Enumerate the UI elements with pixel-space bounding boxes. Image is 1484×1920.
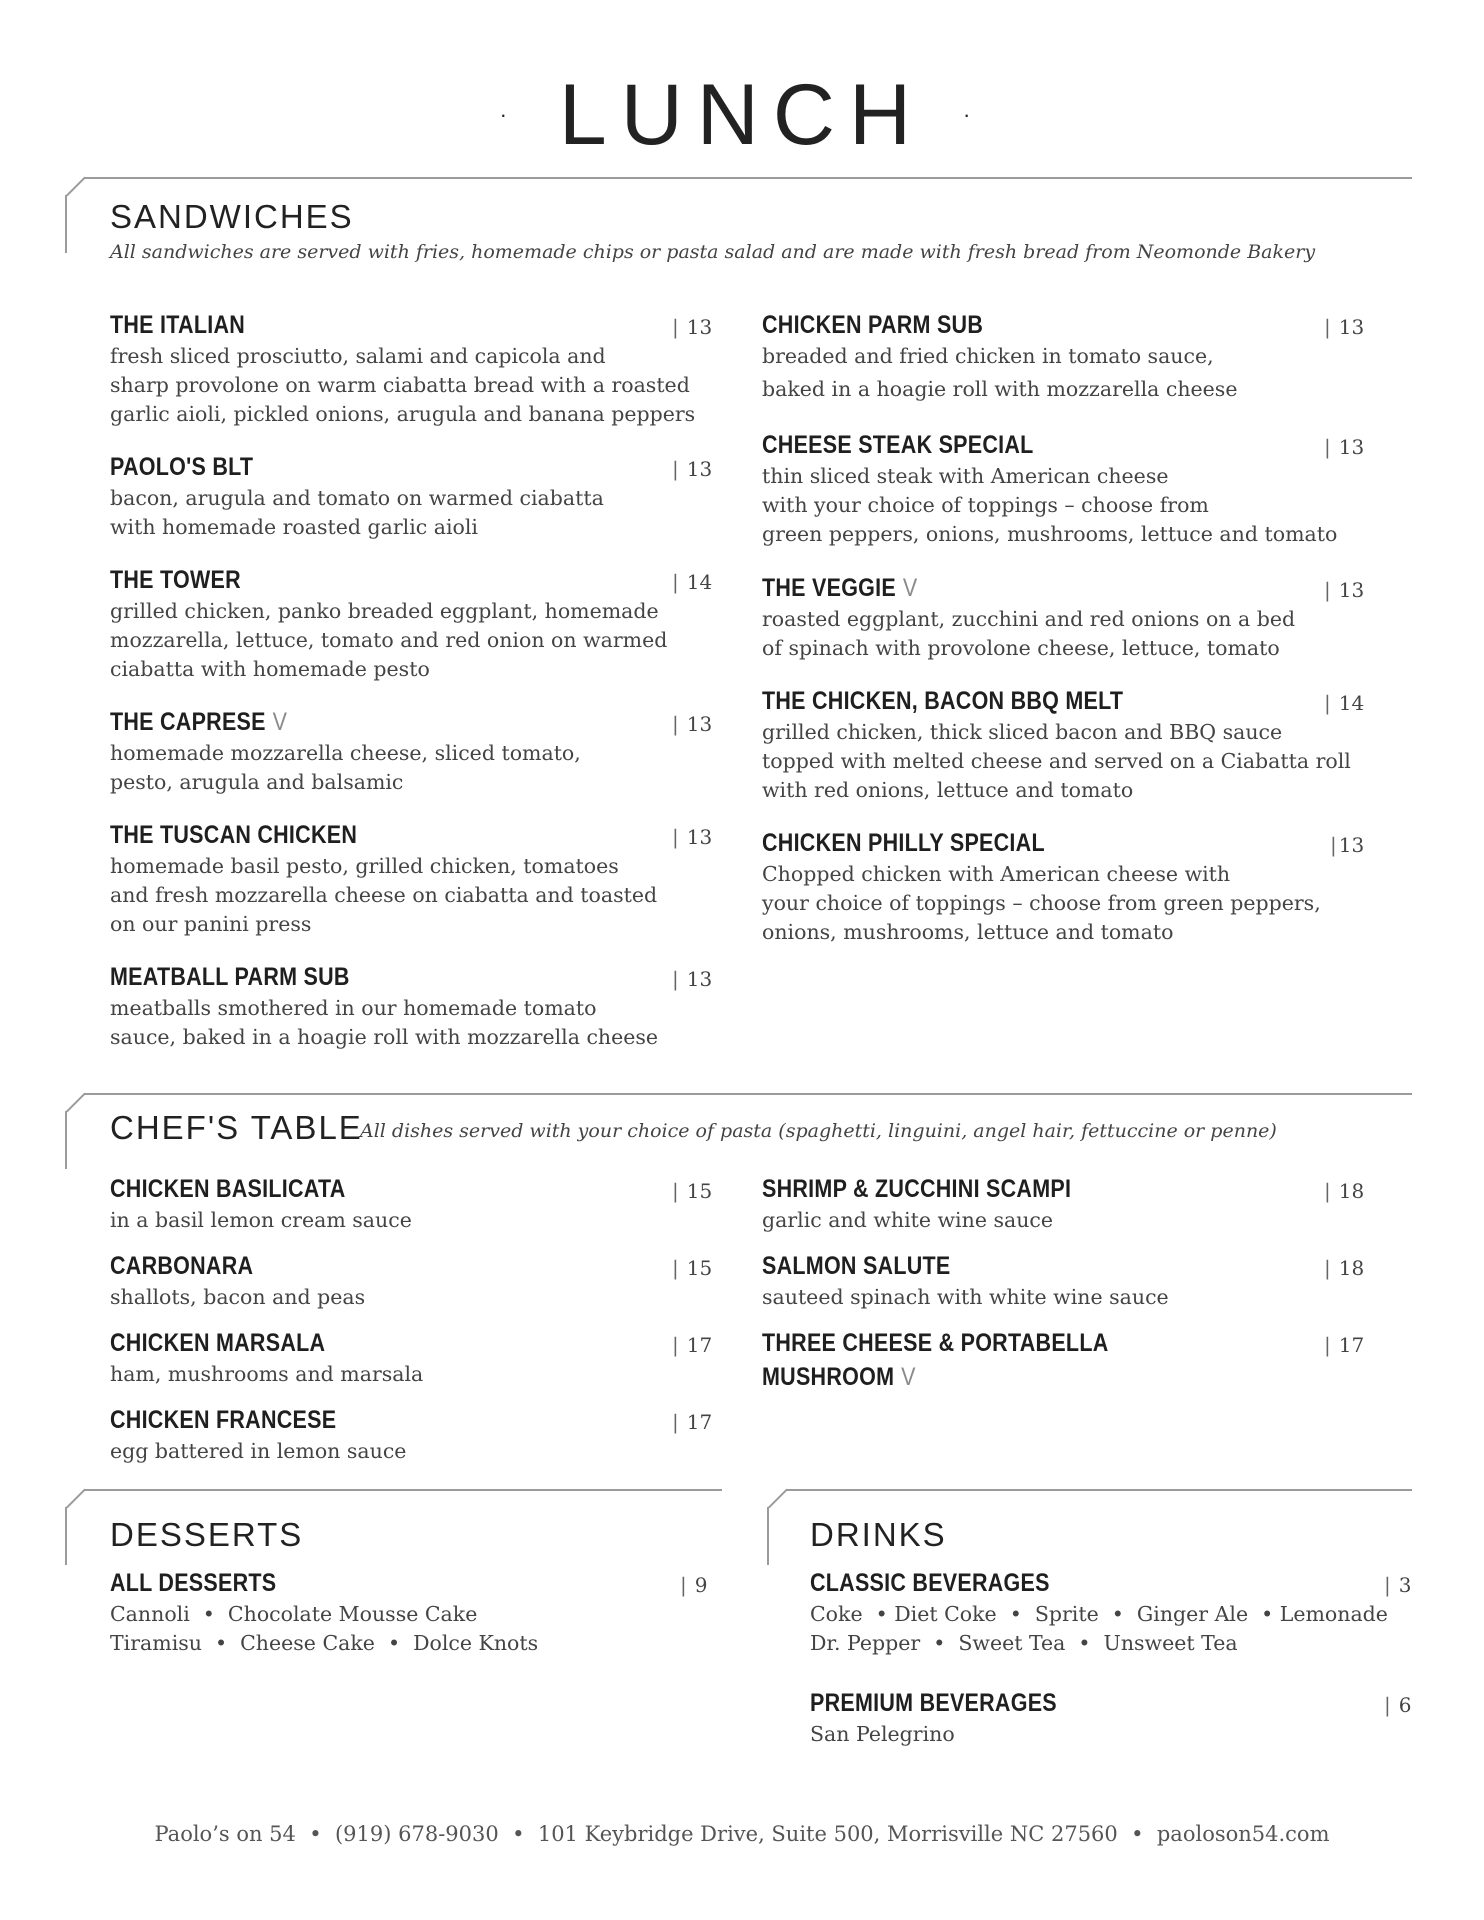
item-name: CARBONARA [110,1252,254,1280]
item-name: THE ITALIAN [110,311,246,339]
drinks-rule [786,1489,1412,1491]
item-name: MEATBALL PARM SUB [110,963,350,991]
item-description: grilled chicken, thick sliced bacon and BBQ sauce topped with melted cheese and served on a Ciabatta roll with red onions, lettuce and tomato [762,720,1351,802]
drinks-heading: DRINKS [810,1516,947,1553]
menu-item-chicken-philly-special [762,828,1372,947]
chefs-table-side [65,1111,67,1169]
title-dot-right: · [963,102,985,128]
item-name: CLASSIC BEVERAGES [810,1569,1050,1597]
item-description: ham, mushrooms and marsala [110,1362,424,1386]
item-description: bacon, arugula and tomato on warmed ciabatta with homemade roasted garlic aioli [110,486,604,539]
menu-item-the-italian [110,310,715,429]
item-price: | 17 [672,1410,713,1434]
menu-item-the-tuscan-chicken [110,820,715,939]
menu-item-the-caprese [110,707,715,797]
item-description: homemade basil pesto, grilled chicken, tomatoes and fresh mozzarella cheese on ciabatta and toasted on our panini press [110,854,658,936]
item-name: CHICKEN PHILLY SPECIAL [762,829,1045,857]
item-price: | 15 [672,1256,713,1280]
menu-item-premium-beverages [810,1688,1420,1749]
item-price: | 13 [1324,315,1365,339]
item-name: SHRIMP & ZUCCHINI SCAMPI [762,1175,1072,1203]
footer-contact: Paolo’s on 54 • (919) 678-9030 • 101 Keybridge Drive, Suite 500, Morrisville NC 27560 • paoloson54.com [154,1822,1330,1846]
menu-item-meatball-parm-sub [110,962,715,1052]
menu-title-text: LUNCH [558,67,926,163]
item-price: | 18 [1324,1256,1365,1280]
item-price: | 13 [672,712,713,736]
item-price: | 17 [672,1333,713,1357]
item-price: | 15 [672,1179,713,1203]
item-price: | 9 [680,1573,708,1597]
item-description: garlic and white wine sauce [762,1208,1054,1232]
menu-item-the-veggie [762,573,1372,663]
item-name: THE CAPRESE V [110,708,288,736]
item-price: | 13 [672,825,713,849]
item-description: shallots, bacon and peas [110,1285,366,1309]
menu-item-cheese-steak-special [762,430,1372,549]
menu-title [0,60,1484,176]
item-price: | 3 [1384,1573,1412,1597]
drinks-side [767,1507,769,1565]
item-price: | 17 [1324,1333,1365,1357]
menu-item-classic-beverages [810,1568,1420,1658]
item-description: roasted eggplant, zucchini and red onions on a bed of spinach with provolone cheese, lettuce, tomato [762,607,1296,660]
menu-item-shrimp-zucchini-scampi [762,1174,1372,1235]
item-name: THE TOWER [110,566,241,594]
item-description: Coke • Diet Coke • Sprite • Ginger Ale • Lemonade Dr. Pepper • Sweet Tea • Unsweet Tea [810,1602,1388,1655]
menu-item-three-cheese-portabella [762,1328,1372,1392]
menu-item-chicken-parm-sub [762,310,1372,404]
item-description: San Pelegrino [810,1722,955,1746]
item-description: Chopped chicken with American cheese with your choice of toppings – choose from green peppers, onions, mushrooms, lettuce and tomato [762,862,1321,944]
sandwiches-corner [66,177,86,197]
item-price: | 6 [1384,1693,1412,1717]
item-name: THE TUSCAN CHICKEN [110,821,358,849]
menu-item-chicken-bacon-bbq-melt [762,686,1372,805]
sandwiches-rule [84,177,1412,179]
item-description: Cannoli • Chocolate Mousse Cake Tiramisu • Cheese Cake • Dolce Knots [110,1602,539,1655]
vegetarian-icon: V [901,1363,916,1391]
menu-item-all-desserts [110,1568,715,1658]
item-price: | 14 [1324,691,1365,715]
menu-item-carbonara [110,1251,715,1312]
vegetarian-icon: V [272,708,288,736]
item-name: ALL DESSERTS [110,1569,277,1597]
item-description: thin sliced steak with American cheese with your choice of toppings – choose from green peppers, onions, mushrooms, lettuce and tomato [762,464,1338,546]
desserts-side [65,1507,67,1565]
item-name: THREE CHEESE & PORTABELLA MUSHROOM V [762,1329,1109,1391]
item-description: sauteed spinach with white wine sauce [762,1285,1169,1309]
item-price: | 13 [1324,578,1365,602]
item-name: SALMON SALUTE [762,1252,951,1280]
item-price: | 13 [672,457,713,481]
item-name: CHICKEN MARSALA [110,1329,326,1357]
desserts-rule [84,1489,722,1491]
item-price: | 13 [672,967,713,991]
menu-item-chicken-marsala [110,1328,715,1389]
chefs-table-heading: CHEF'S TABLE [110,1109,363,1146]
item-price: | 18 [1324,1179,1365,1203]
menu-item-paolos-blt [110,452,715,542]
sandwiches-side [65,195,67,253]
item-description: homemade mozzarella cheese, sliced tomato, pesto, arugula and balsamic [110,741,581,794]
item-name: CHICKEN BASILICATA [110,1175,346,1203]
item-name: PAOLO'S BLT [110,453,254,481]
vegetarian-icon: V [902,574,918,602]
item-description: grilled chicken, panko breaded eggplant, homemade mozzarella, lettuce, tomato and red onion on warmed ciabatta with homemade pesto [110,599,668,681]
item-description: in a basil lemon cream sauce [110,1208,412,1232]
item-description: breaded and fried chicken in tomato sauce, baked in a hoagie roll with mozzarella cheese [762,344,1238,401]
item-price: | 13 [672,315,713,339]
item-description: egg battered in lemon sauce [110,1439,407,1463]
item-name: CHICKEN FRANCESE [110,1406,337,1434]
menu-item-the-tower [110,565,715,684]
title-dot-left: · [499,102,521,128]
chefs-table-rule [84,1093,1412,1095]
item-price: | 13 [1330,833,1365,857]
menu-item-chicken-francese [110,1405,715,1466]
menu-item-chicken-basilicata [110,1174,715,1235]
menu-item-salmon-salute [762,1251,1372,1312]
item-price: | 14 [672,570,713,594]
item-price: | 13 [1324,435,1365,459]
item-name: PREMIUM BEVERAGES [810,1689,1057,1717]
sandwiches-note: All sandwiches are served with fries, homemade chips or pasta salad and are made with fresh bread from Neomonde Bakery [110,241,1316,263]
item-name: CHICKEN PARM SUB [762,311,984,339]
item-description: fresh sliced prosciutto, salami and capicola and sharp provolone on warm ciabatta bread with a roasted garlic aioli, pickled onions, arugula and banana peppers [110,344,696,426]
item-name: THE CHICKEN, BACON BBQ MELT [762,687,1124,715]
item-name: THE VEGGIE V [762,574,918,602]
sandwiches-heading: SANDWICHES [110,198,354,235]
desserts-corner [66,1489,86,1509]
drinks-corner [768,1489,788,1509]
chefs-table-corner [66,1093,86,1113]
item-name: CHEESE STEAK SPECIAL [762,431,1034,459]
item-description: meatballs smothered in our homemade tomato sauce, baked in a hoagie roll with mozzarella cheese [110,996,659,1049]
desserts-heading: DESSERTS [110,1516,304,1553]
chefs-table-note: All dishes served with your choice of pasta (spaghetti, linguini, angel hair, fettuccine or penne) [360,1120,1277,1142]
